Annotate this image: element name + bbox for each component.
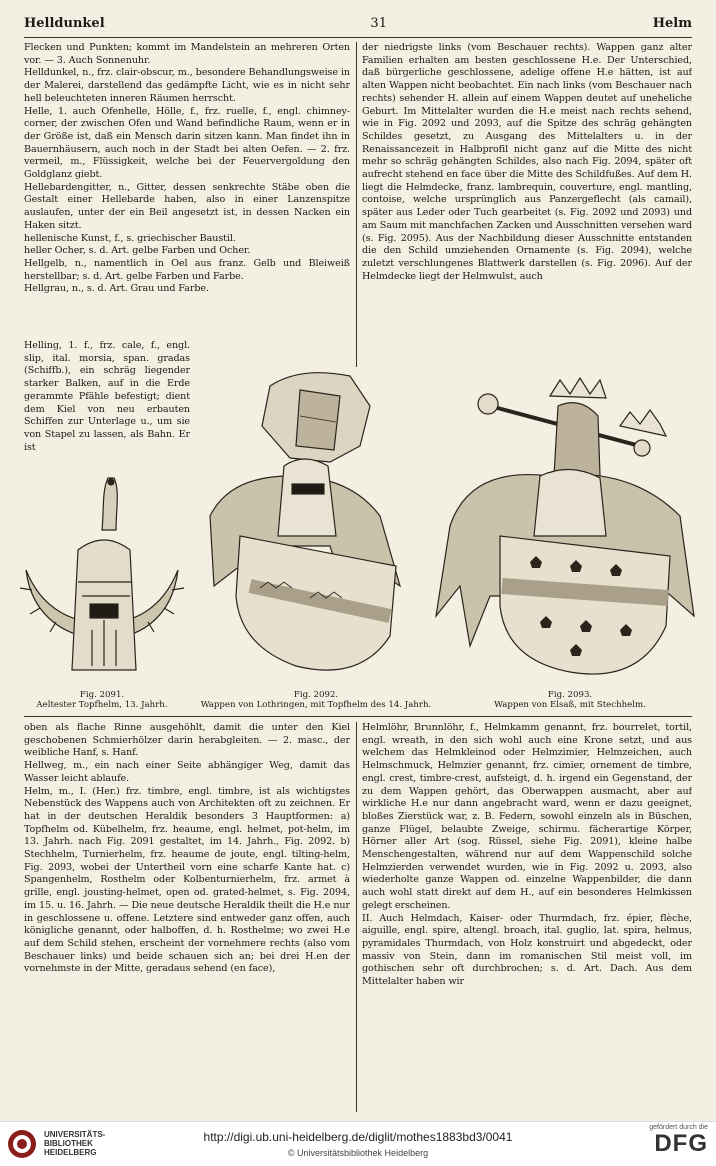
figure-number: Fig. 2092. bbox=[293, 690, 339, 700]
entry-helldunkel: Helldunkel, n., frz. clair-obscur, m., besondere Behandlungsweise in der Malerei, darstellend das gedämpfte Licht, wie es in nicht sehr hell beleuchteten inneren Räumen herrscht. bbox=[24, 67, 350, 104]
entry-helling: Helling, 1. f., frz. cale, f., engl. slip, ital. morsia, span. gradas (Schiffb.), ein schräg liegender starker Balken, auf in die Erde gerammte Pfähle befestigt; dient dem Kiel von neu erbauten Schiffen zur Unterlage u., um sie von Stapel zu lassen, als Bahn. Er ist bbox=[24, 340, 190, 453]
left-column-top bbox=[24, 42, 350, 344]
right-column-top bbox=[362, 42, 692, 370]
entry-hellebardengitter: Hellebardengitter, n., Gitter, dessen senkrechte Stäbe oben die Gestalt einer Hellebarde haben, also in einer Lanzenspitze auslaufen, unter der ein Beil angesetzt ist, in dessen Nacken ein Haken sitzt. bbox=[24, 181, 350, 231]
caption-fig-2091 bbox=[12, 690, 192, 710]
figure-2091-topfhelm bbox=[12, 470, 192, 686]
running-head-right: Helm bbox=[652, 15, 692, 31]
library-seal-icon bbox=[6, 1128, 38, 1160]
left-column-bottom bbox=[24, 722, 350, 1116]
figures-bottom-rule bbox=[24, 716, 692, 717]
figure-number: Fig. 2093. bbox=[547, 690, 593, 700]
figure-2093-wappen-elsass bbox=[430, 366, 700, 686]
digitization-footer bbox=[0, 1121, 716, 1166]
library-name: UNIVERSITÄTS- BIBLIOTHEK HEIDELBERG bbox=[44, 1130, 106, 1157]
entry-hellenische-kunst: hellenische Kunst, f., s. griechischer Baustil. bbox=[24, 232, 236, 244]
column-rule-bottom bbox=[356, 722, 357, 1112]
figure-caption: Aeltester Topfhelm, 13. Jahrh. bbox=[36, 700, 168, 710]
permalink-url[interactable]: http://digi.ub.uni-heidelberg.de/diglit/mothes1883bd3/0041 bbox=[203, 1130, 513, 1144]
figure-caption: Wappen von Lothringen, mit Topfhelm des 14. Jahrh. bbox=[200, 700, 432, 710]
right-column-bottom bbox=[362, 722, 692, 1116]
entry-heller-ocher: heller Ocher, s. d. Art. gelbe Farben und Ocher. bbox=[24, 245, 251, 257]
entry-hellgrau: Hellgrau, n., s. d. Art. Grau und Farbe. bbox=[24, 283, 209, 295]
entry-hellweg: Hellweg, m., ein nach einer Seite abhängiger Weg, damit das Wasser leicht ablaufe. bbox=[24, 760, 350, 784]
copyright-notice: © Universitätsbibliothek Heidelberg bbox=[287, 1148, 429, 1158]
left-narrow-column bbox=[24, 340, 190, 476]
caption-fig-2093 bbox=[450, 690, 690, 710]
entry-helm-continued: der niedrigste links (vom Beschauer rechts). Wappen ganz alter Familien erhalten am besten geschlossene H.e. Der Unterschied, daß bürgerliche geschlossene, adelige offene H.e hätten, ist auf alten Wappen nicht beobachtet. Ein nach links (vom Beschauer nach rechts) sehender H. allein auf einem Wappen deutet auf uneheliche Geburt. Im Mittelalter wurden die H.e meist nach rechts sehend, wie in Fig. 2092 und 2093, auf die Spitze des schräg gehängten Schildes gesetzt, zu Ausgang des Mittelalters u. in der Renaissancezeit in Halbprofil nicht ganz auf die Mitte des nicht mehr so schräg gehängten Schildes, also nach Fig. 2094, später oft aufrecht stehend en face über die Mitte des Schildfußes. Auf dem H. liegt die Helmdecke, franz. lambrequin, couverture, engl. mantling, contoise, welche ursprünglich aus Panzergeflecht (als camail), später aus Leder oder Tuch gearbeitet (s. Fig. 2092 und 2093) und am Saum mit manchfachen Zacken und Ausschnitten versehen ward (s. Fig. 2095). Aus der Nachbildung dieser Ausschnitte entstanden die den Schild umziehenden Ornamente (s. Fig. 2094), welche zuletzt verschlungenes Blattwerk darstellen (s. Fig. 2096). Auf der Helmdecke liegt der Helmwulst, auch bbox=[362, 42, 692, 282]
dfg-logo bbox=[618, 1124, 708, 1164]
running-head-left: Helldunkel bbox=[24, 15, 105, 31]
library-logo bbox=[6, 1128, 136, 1162]
entry-paragraph: Flecken und Punkten; kommt im Mandelstein an mehreren Orten vor. — 3. Auch Sonnenuhr. bbox=[24, 42, 350, 66]
entry-helmdach: II. Auch Helmdach, Kaiser- oder Thurmdach, frz. épier, flèche, aiguille, engl. spire, altengl. broach, ital. guglio, lat. spira, helmus, pyramidales Thurmdach, von Holz konstruirt und abgedeckt, oder massiv von Stein, dann im romanischen Stil meist voll, im gothischen sehr oft durchbrochen; s. d. Art. Dach. Aus dem Mittelalter haben wir bbox=[362, 912, 692, 988]
entry-hellgelb: Hellgelb, n., namentlich in Oel aus franz. Gelb und Bleiweiß herstellbar; s. d. Art. gelbe Farben und Farbe. bbox=[24, 257, 350, 282]
figure-number: Fig. 2091. bbox=[79, 690, 125, 700]
dfg-wordmark: DFG bbox=[654, 1130, 708, 1157]
entry-helle: Helle, 1. auch Ofenhelle, Hölle, f., frz. ruelle, f., engl. chimney-corner, der zwischen Ofen und Wand befindliche Raum, wenn er in der Größe ist, daß ein Mensch darin sitzen kann. Man findet ihn in Bauernhäusern, auch noch in der Stadt bei alten Oefen. — 2. frz. vermeil, m., Flüssigkeit, welche bei der Feuervergoldung den Goldglanz giebt. bbox=[24, 105, 350, 181]
figure-caption: Wappen von Elsaß, mit Stechhelm. bbox=[494, 700, 646, 710]
entry-helling-continued: oben als flache Rinne ausgehöhlt, damit die unter den Kiel geschobenen Schmierhölzer darin herabgleiten. — 2. masc., der weibliche Hanf, s. Hanf. bbox=[24, 722, 350, 759]
dfg-funded-by: gefördert durch die bbox=[649, 1124, 708, 1131]
page-number: 31 bbox=[370, 15, 387, 31]
running-head bbox=[24, 12, 692, 38]
entry-helmwulst: Helmlöhr, Brunnlöhr, f., Helmkamm genannt, frz. bourrelet, tortil, engl. wreath, in den sich wohl auch eine Krone setzt, und aus welchem das Helmkleinod oder Helmzimier, Helmzeichen, auch Helmschmuck, Helmzier genannt, frz. cimier, ornement de timbre, engl. crest, timbre-crest, aufsteigt, d. h. irgend ein Gegenstand, der zu dem Wappen gehört, das Oberwappen ausmacht, aber auf wirkliche H.e nur dann angebracht ward, wenn er dazu geeignet, bloßes Zierstück war, z. B. Federn, sowohl einzeln als in Büschen, ganze Flügel, belaubte Zweige, schirmu. fächerartige Körper, Hörner aller Art (sog. Rüssel, siehe Fig. 2091), kleine halbe Menschengestalten, während nur auf dem Wappenschild solche Helmzierden verwendet wurden, wie in Fig. 2092 u. 2093, also wiederholte ganze Wappen od. einzelne Wappenbilder, die dann auch wohl statt direkt auf dem H., auf ein besonderes Helmkissen gelegt erscheinen. bbox=[362, 722, 692, 911]
caption-fig-2092 bbox=[196, 690, 436, 710]
entry-helm: Helm, m., I. (Her.) frz. timbre, engl. timbre, ist als wichtigstes Nebenstück des Wappens auch von Architekten oft zu zeichnen. Er hat in der deutschen Heraldik besonders 3 Hauptformen: a) Topfhelm od. Kübelhelm, frz. heaume, engl. helmet, pot-helm, im 13. Jahrh. nach Fig. 2091 gestaltet, im 14. Jahrh., Fig. 2092. b) Stechhelm, Turnierhelm, frz. heaume de joute, engl. tilting-helm, Fig. 2093, wobei der Untertheil vorn eine scharfe Kante hat. c) Spangenhelm, Rosthelm oder Kolbenturnierhelm, frz. armet à grille, engl. jousting-helmet, open od. grated-helmet, s. Fig. 2094, im 15. u. 16. Jahrh. — Die neue deutsche Heraldik theilt die H.e nur in geschlossene u. offene. Letztere sind entweder ganz offen, auch königliche genannt, oder halboffen, d. h. Rosthelme; wo zwei H.e auf dem Schild stehen, erscheint der vornehmere rechts (also vom Beschauer links) und beide schauen sich an; bei drei H.en der vornehmste in der Mitte, geradaus sehend (en face), bbox=[24, 785, 350, 975]
figure-2092-wappen-lothringen bbox=[200, 366, 416, 686]
column-rule-top bbox=[356, 42, 357, 367]
